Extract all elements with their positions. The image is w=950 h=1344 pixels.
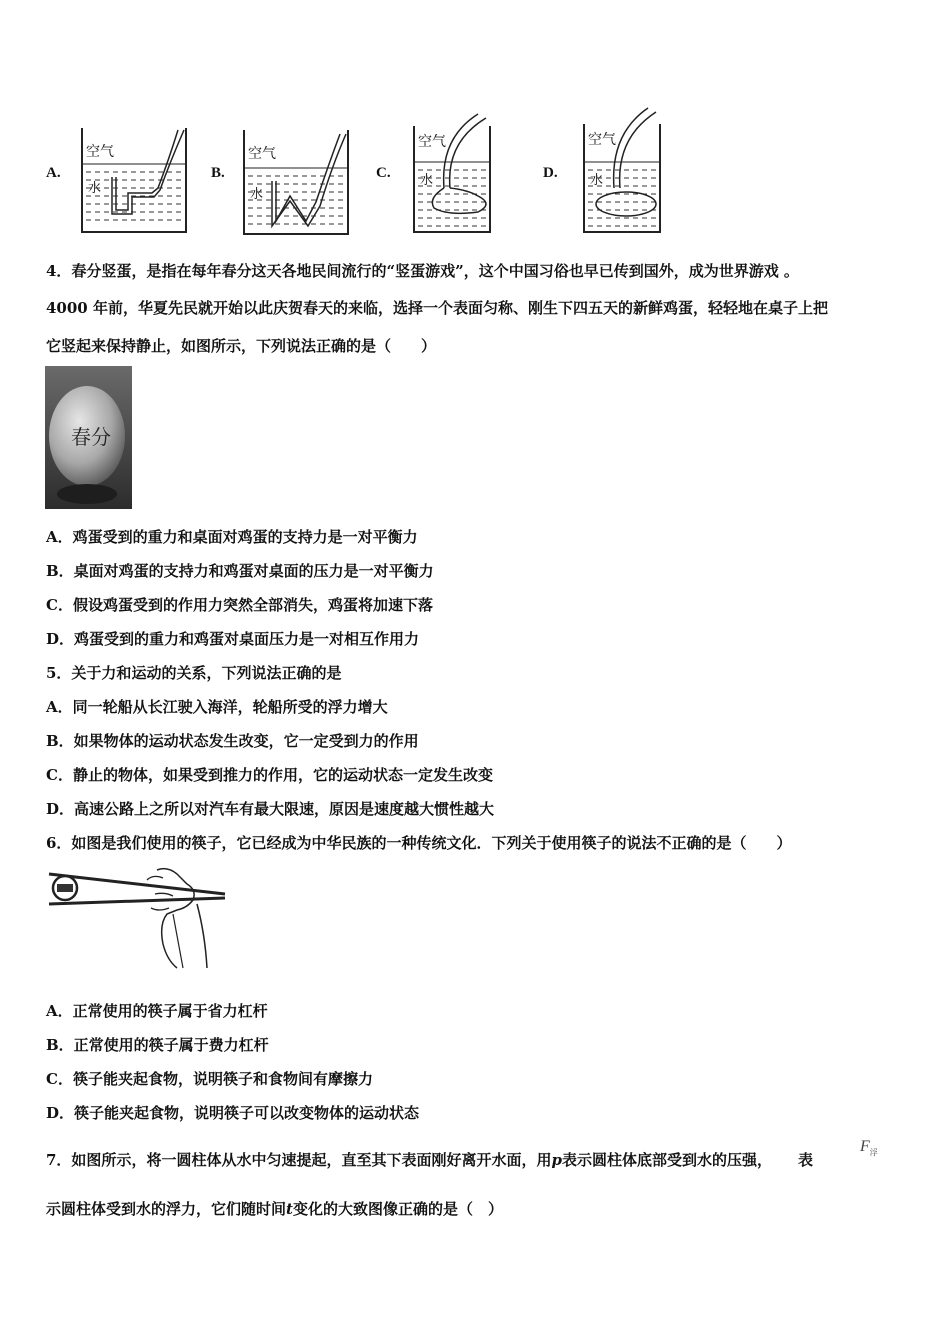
q4-stem-line-3: 它竖起来保持静止，如图所示，下列说法正确的是（ ）	[46, 337, 437, 355]
q3-b-water-label: 水	[250, 187, 264, 202]
q4-option-b: B．桌面对鸡蛋的支持力和鸡蛋对桌面的压力是一对平衡力	[46, 562, 434, 580]
q4-option-c: C．假设鸡蛋受到的作用力突然全部消失，鸡蛋将加速下落	[46, 596, 433, 614]
q4-option-a: A．鸡蛋受到的重力和桌面对鸡蛋的支持力是一对平衡力	[46, 528, 418, 546]
q6-option-b: B．正常使用的筷子属于费力杠杆	[46, 1036, 269, 1054]
q3-figure-c	[408, 108, 500, 234]
q7-t-symbol: t	[286, 1200, 293, 1218]
q6-option-d: D．筷子能夹起食物，说明筷子可以改变物体的运动状态	[46, 1104, 420, 1122]
q7-line1-part-c: 表	[797, 1151, 813, 1169]
q3-a-water-label: 水	[88, 181, 102, 196]
q4-egg-photo	[45, 366, 132, 509]
q6-stem: 6．如图是我们使用的筷子，它已经成为中华民族的一种传统文化．下列关于使用筷子的说法不正确的是（ ）	[46, 834, 792, 852]
q7-line2-part-b: 变化的大致图像正确的是（ ）	[292, 1200, 503, 1218]
q3-figure-d	[578, 104, 670, 234]
q4-stem-line-2: 4000 年前，华夏先民就开始以此庆贺春天的来临，选择一个表面匀称、刚生下四五天的新鲜鸡蛋，轻轻地在桌子上把	[46, 299, 828, 317]
q5-option-c: C．静止的物体，如果受到推力的作用，它的运动状态一定发生改变	[46, 766, 493, 784]
q7-stem-line-1	[46, 1150, 813, 1170]
q4-option-d: D．鸡蛋受到的重力和鸡蛋对桌面压力是一对相互作用力	[46, 630, 420, 648]
q3-c-air-label: 空气	[418, 134, 446, 150]
q5-option-b: B．如果物体的运动状态发生改变，它一定受到力的作用	[46, 732, 419, 750]
q5-option-a: A．同一轮船从长江驶入海洋，轮船所受的浮力增大	[46, 698, 388, 716]
q6-chopsticks-figure	[47, 864, 227, 972]
q3-option-d-label: D.	[543, 165, 558, 181]
q3-figure-a	[72, 122, 192, 234]
q7-stem-line-2	[46, 1199, 503, 1219]
q3-b-air-label: 空气	[248, 146, 276, 162]
q4-stem-line-1: 4．春分竖蛋，是指在每年春分这天各地民间流行的“竖蛋游戏”，这个中国习俗也早已传到国外，成为世界游戏 。	[46, 262, 799, 280]
q5-option-d: D．高速公路上之所以对汽车有最大限速，原因是速度越大惯性越大	[46, 800, 495, 818]
q3-a-air-label: 空气	[86, 144, 114, 160]
q3-c-water-label: 水	[420, 173, 434, 188]
q3-option-b-label: B.	[211, 165, 225, 181]
q3-d-water-label: 水	[590, 173, 604, 188]
q4-egg-text: 春分	[71, 425, 111, 449]
q3-option-a-label: A.	[46, 165, 61, 181]
q3-option-c-label: C.	[376, 165, 391, 181]
q7-p-symbol: p	[551, 1151, 562, 1169]
q7-f-buoyancy-symbol: $F_浮$	[860, 1138, 878, 1158]
q7-line1-part-a: 7．如图所示，将一圆柱体从水中匀速提起，直至其下表面刚好离开水面，用	[46, 1151, 552, 1169]
q3-figure-b	[236, 126, 356, 236]
q6-option-a: A．正常使用的筷子属于省力杠杆	[46, 1002, 268, 1020]
q7-line1-part-b: 表示圆柱体底部受到水的压强，	[561, 1151, 772, 1169]
q6-option-c: C．筷子能夹起食物，说明筷子和食物间有摩擦力	[46, 1070, 373, 1088]
q5-stem: 5．关于力和运动的关系，下列说法正确的是	[46, 664, 342, 682]
q3-d-air-label: 空气	[588, 132, 616, 148]
q7-line2-part-a: 示圆柱体受到水的浮力，它们随时间	[46, 1200, 287, 1218]
